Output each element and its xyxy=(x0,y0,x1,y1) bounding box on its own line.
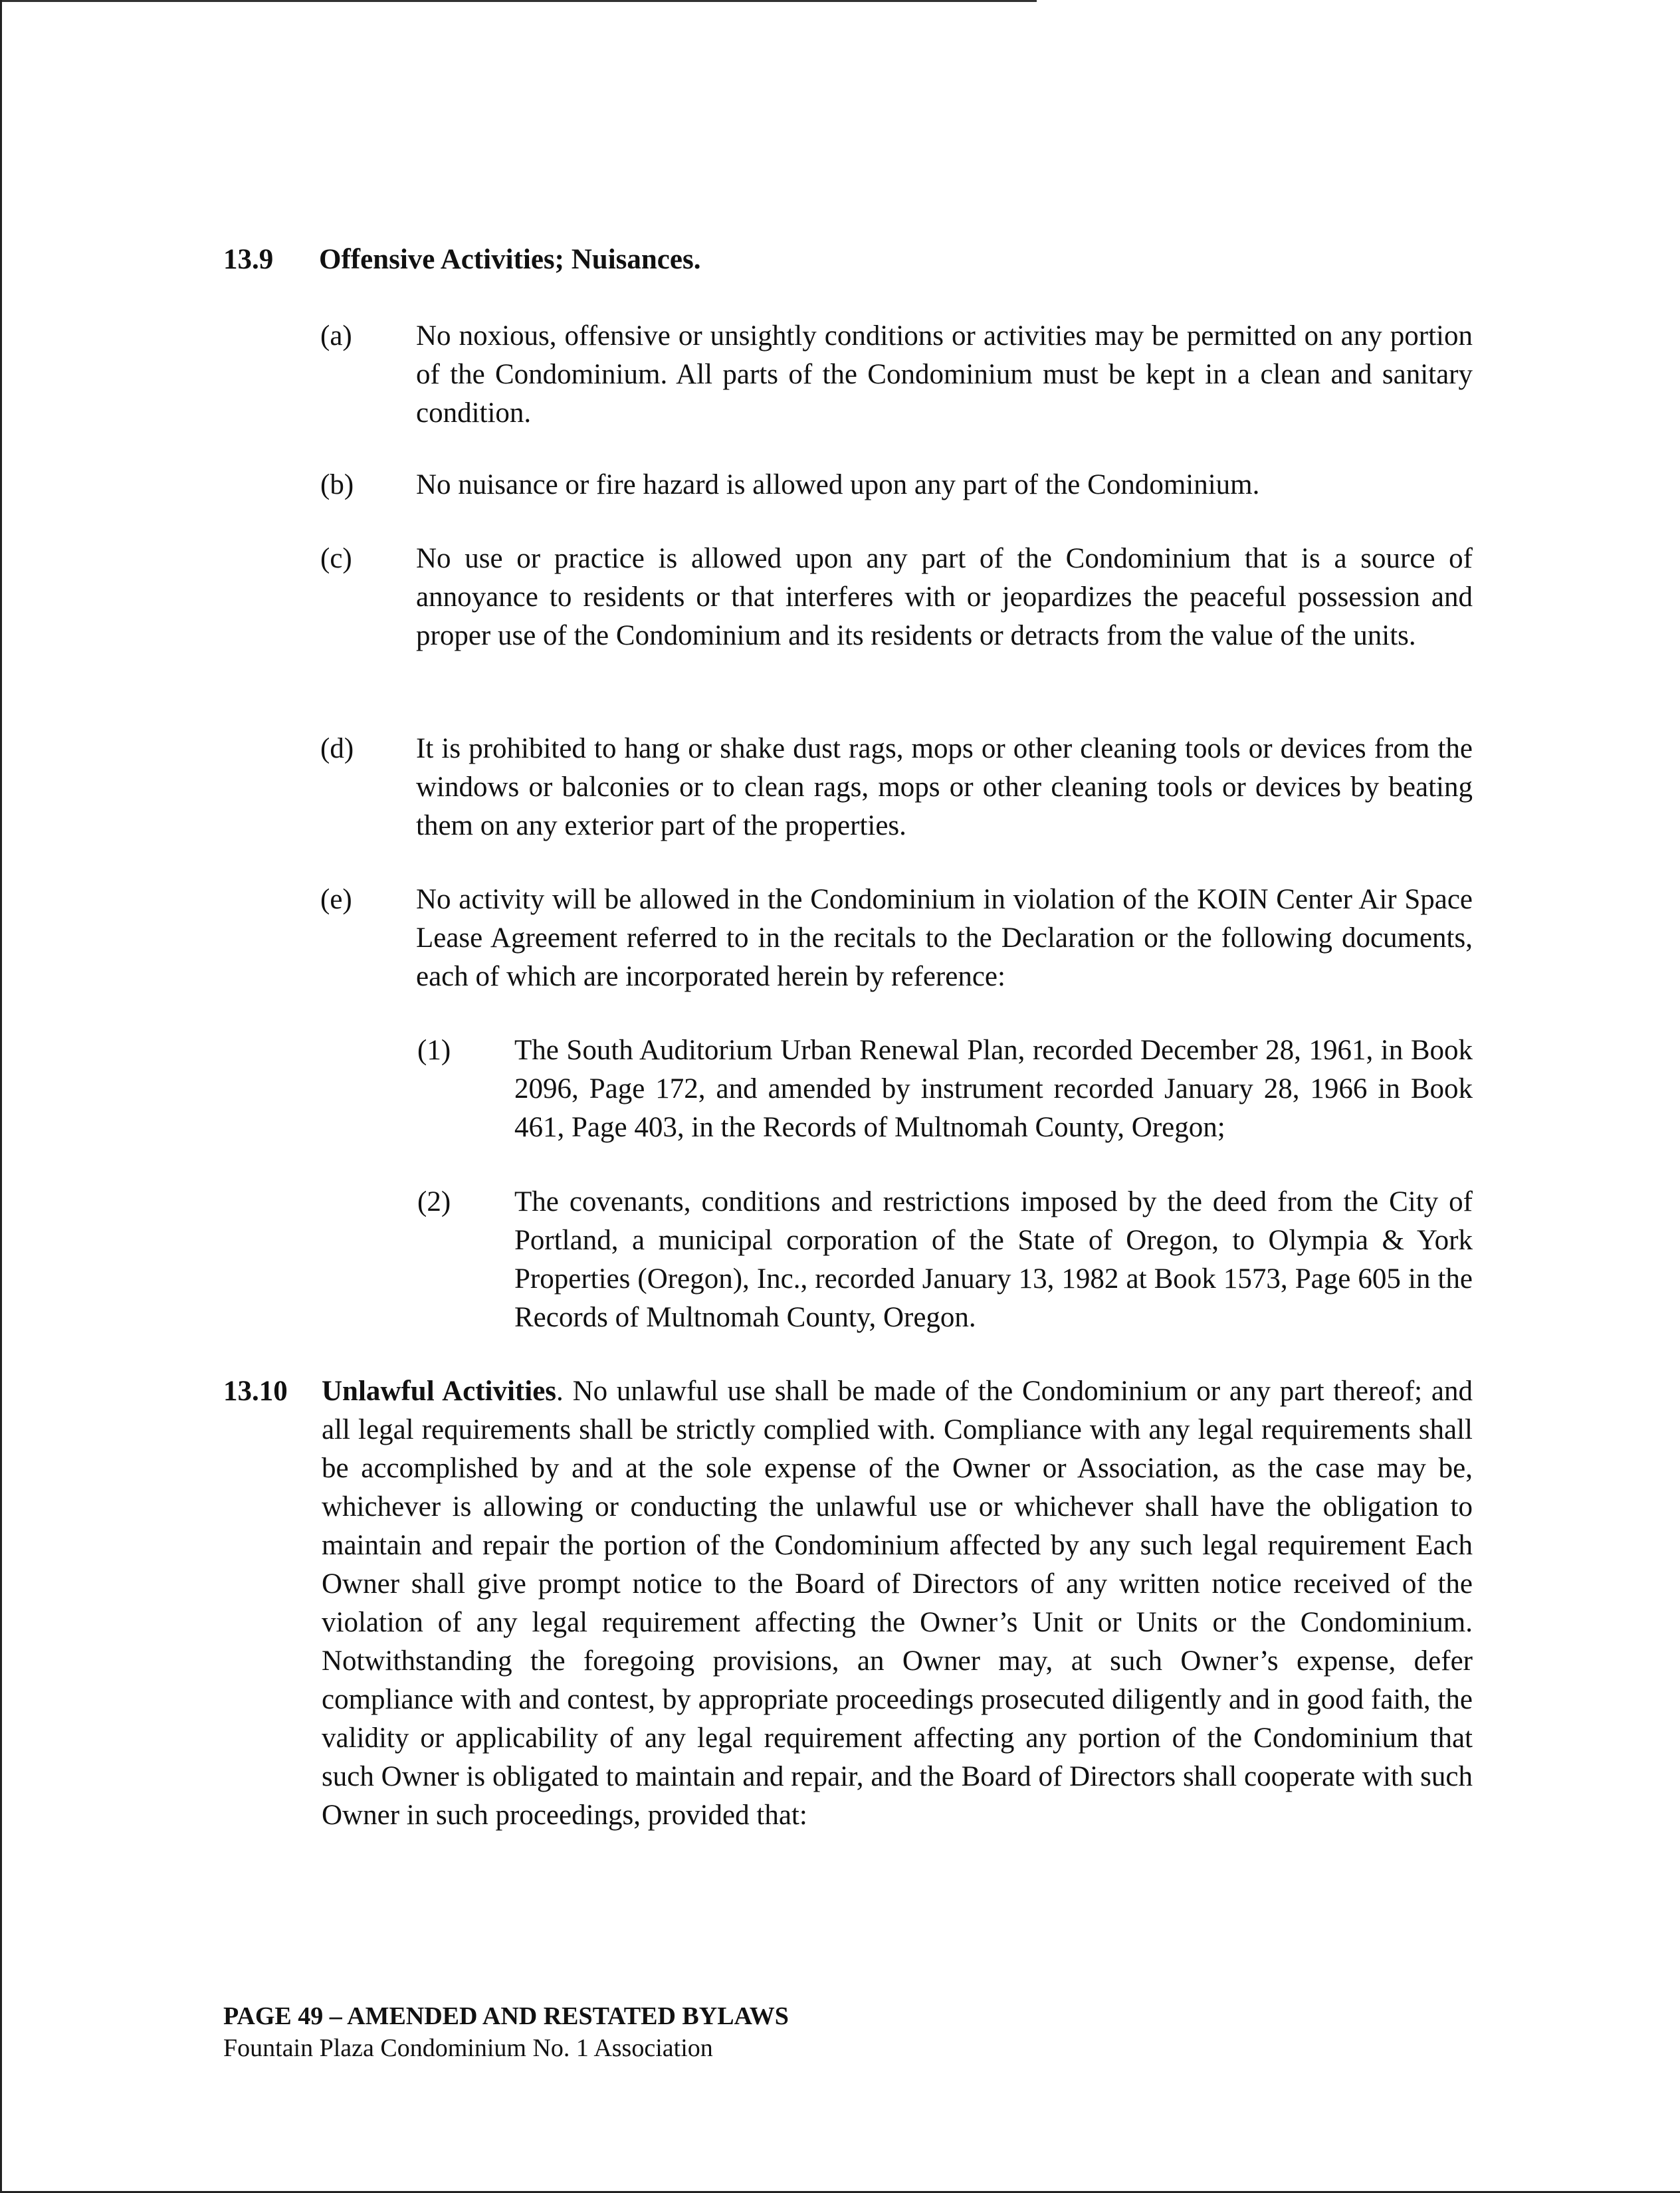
section-13-10-title: Unlawful Activities xyxy=(322,1376,557,1407)
subitem-1-label: (1) xyxy=(417,1035,451,1066)
scan-edge-top xyxy=(0,0,1037,2)
section-13-9-title: Offensive Activities; Nuisances. xyxy=(319,244,701,275)
section-13-10-number: 13.10 xyxy=(223,1376,288,1407)
item-a-text: No noxious, offensive or unsightly conditions or activities may be permitted on any portion of the Condominium. All parts of the Condominium must be kept in a clean and sanitary condition. xyxy=(416,320,1473,429)
page-footer-title: PAGE 49 – AMENDED AND RESTATED BYLAWS xyxy=(223,2002,789,2030)
section-13-9-number: 13.9 xyxy=(223,244,274,275)
section-13-10-body: No unlawful use shall be made of the Condominium or any part thereof; and all legal requirements shall be strictly complied with. Compliance with any legal requirements shall be accomplished by and at the sole expense of the Owner or Association, as the case may be, whichever is allowing or conducting the unlawful use or whichever shall have the obligation to maintain and repair the portion of the Condominium affected by any such legal requirement Each Owner shall give prompt notice to the Board of Directors of any written notice received of the violation of any legal requirement affecting the Owner’s Unit or Units or the Condominium. Notwithstanding the foregoing provisions, an Owner may, at such Owner’s expense, defer compliance with and contest, by appropriate proceedings prosecuted diligently and in good faith, the validity or applicability of any legal requirement affecting any portion of the Condominium that such Owner is obligated to maintain and repair, and the Board of Directors shall cooperate with such Owner in such proceedings, provided that: xyxy=(322,1376,1473,1831)
item-b-text: No nuisance or fire hazard is allowed upon any part of the Condominium. xyxy=(416,469,1260,500)
section-13-10-title-punct: . xyxy=(556,1376,564,1407)
item-e-label: (e) xyxy=(320,884,352,915)
item-c-text: No use or practice is allowed upon any part of the Condominium that is a source of annoyance to residents or that interferes with or jeopardizes the peaceful possession and proper use of the Condominium and its residents or detracts from the value of the units. xyxy=(416,543,1473,651)
item-c-label: (c) xyxy=(320,543,352,574)
item-a-label: (a) xyxy=(320,320,352,352)
item-d-text: It is prohibited to hang or shake dust rags, mops or other cleaning tools or devices from the windows or balconies or to clean rags, mops or other cleaning tools or devices by beating them on any exterior part of the properties. xyxy=(416,733,1473,841)
scan-edge-left xyxy=(0,0,2,2193)
subitem-2-text: The covenants, conditions and restrictions imposed by the deed from the City of Portland, a municipal corporation of the State of Oregon, to Olympia & York Properties (Oregon), Inc., recorded January 13, 1982 at Book 1573, Page 605 in the Records of Multnomah County, Oregon. xyxy=(514,1186,1473,1333)
item-e-text: No activity will be allowed in the Condominium in violation of the KOIN Center Air Space Lease Agreement referred to in the recitals to the Declaration or the following documents, each of which are incorporated herein by reference: xyxy=(416,884,1473,992)
page-footer-subtitle: Fountain Plaza Condominium No. 1 Association xyxy=(223,2034,713,2062)
item-b-label: (b) xyxy=(320,469,354,500)
section-13-10-paragraph xyxy=(322,1372,1473,1835)
subitem-1-text: The South Auditorium Urban Renewal Plan, recorded December 28, 1961, in Book 2096, Page 172, and amended by instrument recorded January 28, 1966 in Book 461, Page 403, in the Records of Multnomah County, Oregon; xyxy=(514,1035,1473,1143)
subitem-2-label: (2) xyxy=(417,1186,451,1217)
item-d-label: (d) xyxy=(320,733,354,764)
